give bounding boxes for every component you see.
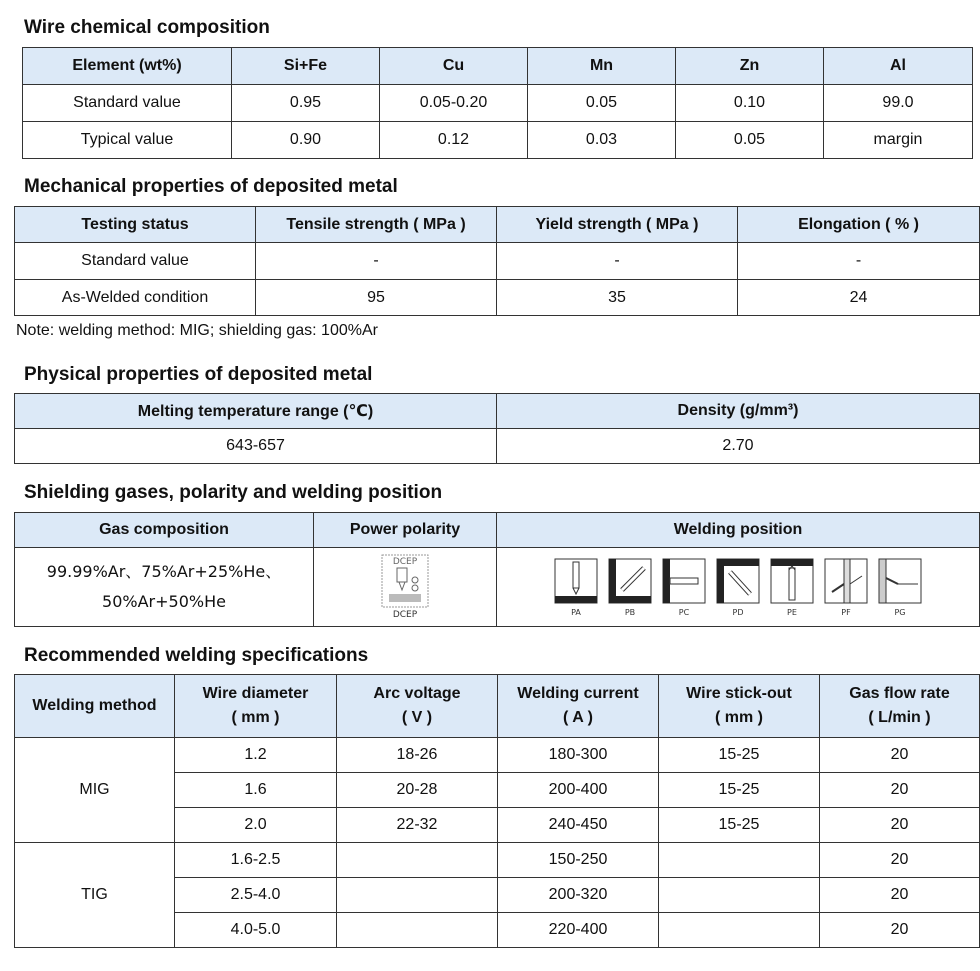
table-cell (337, 913, 498, 948)
section-title-chemical: Wire chemical composition (24, 17, 270, 38)
position-pd-icon (716, 558, 760, 604)
shielding-table (14, 512, 980, 627)
table-cell: 20 (820, 773, 980, 808)
table-row (15, 843, 980, 878)
table-cell: 2.70 (497, 429, 980, 464)
position-pe (770, 558, 814, 617)
position-pg-icon (878, 558, 922, 604)
column-header: Welding position (497, 513, 980, 548)
table-cell (337, 878, 498, 913)
welding-specifications-table (14, 674, 980, 948)
row-label: Typical value (23, 122, 232, 159)
table-cell: - (256, 243, 497, 280)
mechanical-properties-table (14, 206, 980, 316)
position-label: PF (841, 607, 851, 617)
gas-line: 50%Ar+50%He (102, 592, 226, 611)
table-cell: 20-28 (337, 773, 498, 808)
row-label: As-Welded condition (15, 280, 256, 316)
section-title-specifications: Recommended welding specifications (24, 645, 369, 666)
table-cell: 15-25 (659, 773, 820, 808)
section-title-mechanical: Mechanical properties of deposited metal (24, 176, 398, 197)
table-cell (659, 843, 820, 878)
table-row (23, 85, 973, 122)
table-cell: margin (824, 122, 973, 159)
table-cell (659, 878, 820, 913)
table-cell: 20 (820, 808, 980, 843)
method-cell-mig: MIG (15, 738, 175, 843)
position-pf-icon (824, 558, 868, 604)
table-row (15, 548, 980, 627)
column-header: Mn (528, 48, 676, 85)
position-pa (554, 558, 598, 617)
table-cell: 35 (497, 280, 738, 316)
table-row (15, 280, 980, 316)
table-cell: 200-320 (498, 878, 659, 913)
table-cell: 15-25 (659, 738, 820, 773)
table-cell: 0.05 (676, 122, 824, 159)
table-cell: 0.12 (380, 122, 528, 159)
table-cell: 18-26 (337, 738, 498, 773)
table-cell: 1.6-2.5 (175, 843, 337, 878)
column-header: Tensile strength ( MPa ) (256, 207, 497, 243)
power-polarity-cell (314, 548, 497, 627)
table-cell: 0.95 (232, 85, 380, 122)
table-cell: - (497, 243, 738, 280)
position-pb-icon (608, 558, 652, 604)
column-header: Zn (676, 48, 824, 85)
table-cell: 0.05-0.20 (380, 85, 528, 122)
table-row (23, 122, 973, 159)
column-header: Density (g/mm³) (497, 394, 980, 429)
table-row (15, 738, 980, 773)
table-cell: - (738, 243, 980, 280)
table-cell: 200-400 (498, 773, 659, 808)
gas-composition-cell (15, 548, 314, 627)
table-cell: 180-300 (498, 738, 659, 773)
position-pb (608, 558, 652, 617)
table-cell: 2.0 (175, 808, 337, 843)
table-cell: 15-25 (659, 808, 820, 843)
welding-position-cell (497, 548, 980, 627)
welding-position-strip (501, 558, 975, 617)
table-cell: 0.03 (528, 122, 676, 159)
table-row (15, 429, 980, 464)
position-pd (716, 558, 760, 617)
polarity-label: DCEP (392, 610, 418, 620)
dcep-polarity-icon (381, 554, 429, 608)
row-label: Standard value (23, 85, 232, 122)
position-pg (878, 558, 922, 617)
column-header: Welding current ( A ) (498, 675, 659, 738)
table-cell: 99.0 (824, 85, 973, 122)
table-header-row (15, 513, 980, 548)
position-pe-icon (770, 558, 814, 604)
position-pa-icon (554, 558, 598, 604)
position-pc (662, 558, 706, 617)
table-cell: 0.05 (528, 85, 676, 122)
position-label: PB (624, 607, 636, 617)
table-cell: 643-657 (15, 429, 497, 464)
method-cell-tig: TIG (15, 843, 175, 948)
column-header: Si+Fe (232, 48, 380, 85)
section-title-physical: Physical properties of deposited metal (24, 364, 373, 385)
column-header: Cu (380, 48, 528, 85)
column-header: Gas flow rate ( L/min ) (820, 675, 980, 738)
position-label: PE (787, 607, 797, 617)
table-cell: 22-32 (337, 808, 498, 843)
position-label: PG (894, 607, 906, 617)
table-cell: 20 (820, 738, 980, 773)
table-cell: 95 (256, 280, 497, 316)
column-header: Element (wt%) (23, 48, 232, 85)
column-header: Welding method (15, 675, 175, 738)
table-header-row (15, 675, 980, 738)
column-header: Power polarity (314, 513, 497, 548)
column-header: Wire diameter ( mm ) (175, 675, 337, 738)
table-header-row (15, 207, 980, 243)
chemical-composition-table (22, 47, 973, 159)
column-header: Yield strength ( MPa ) (497, 207, 738, 243)
welding-note: Note: welding method: MIG; shielding gas: 100%Ar (16, 322, 378, 339)
table-cell: 240-450 (498, 808, 659, 843)
table-cell (659, 913, 820, 948)
position-label: PD (732, 607, 744, 617)
physical-properties-table (14, 393, 980, 464)
column-header: Arc voltage ( V ) (337, 675, 498, 738)
column-header: Gas composition (15, 513, 314, 548)
table-cell: 0.10 (676, 85, 824, 122)
table-cell: 20 (820, 843, 980, 878)
table-cell: 220-400 (498, 913, 659, 948)
position-pc-icon (662, 558, 706, 604)
position-label: PC (678, 607, 690, 617)
table-header-row (15, 394, 980, 429)
table-cell: 1.2 (175, 738, 337, 773)
column-header: Elongation ( % ) (738, 207, 980, 243)
column-header: Melting temperature range (℃) (15, 394, 497, 429)
dcep-icon-text: DCEP (392, 557, 418, 567)
column-header: Al (824, 48, 973, 85)
table-cell: 4.0-5.0 (175, 913, 337, 948)
table-row (15, 243, 980, 280)
position-label: PA (571, 607, 581, 617)
section-title-shielding: Shielding gases, polarity and welding position (24, 482, 443, 503)
table-cell: 20 (820, 878, 980, 913)
column-header: Testing status (15, 207, 256, 243)
table-cell: 1.6 (175, 773, 337, 808)
table-cell: 24 (738, 280, 980, 316)
table-cell: 0.90 (232, 122, 380, 159)
table-cell (337, 843, 498, 878)
column-header: Wire stick-out ( mm ) (659, 675, 820, 738)
gas-line: 99.99%Ar、75%Ar+25%He、 (46, 562, 282, 581)
position-pf (824, 558, 868, 617)
table-cell: 20 (820, 913, 980, 948)
table-cell: 150-250 (498, 843, 659, 878)
row-label: Standard value (15, 243, 256, 280)
table-cell: 2.5-4.0 (175, 878, 337, 913)
table-header-row (23, 48, 973, 85)
